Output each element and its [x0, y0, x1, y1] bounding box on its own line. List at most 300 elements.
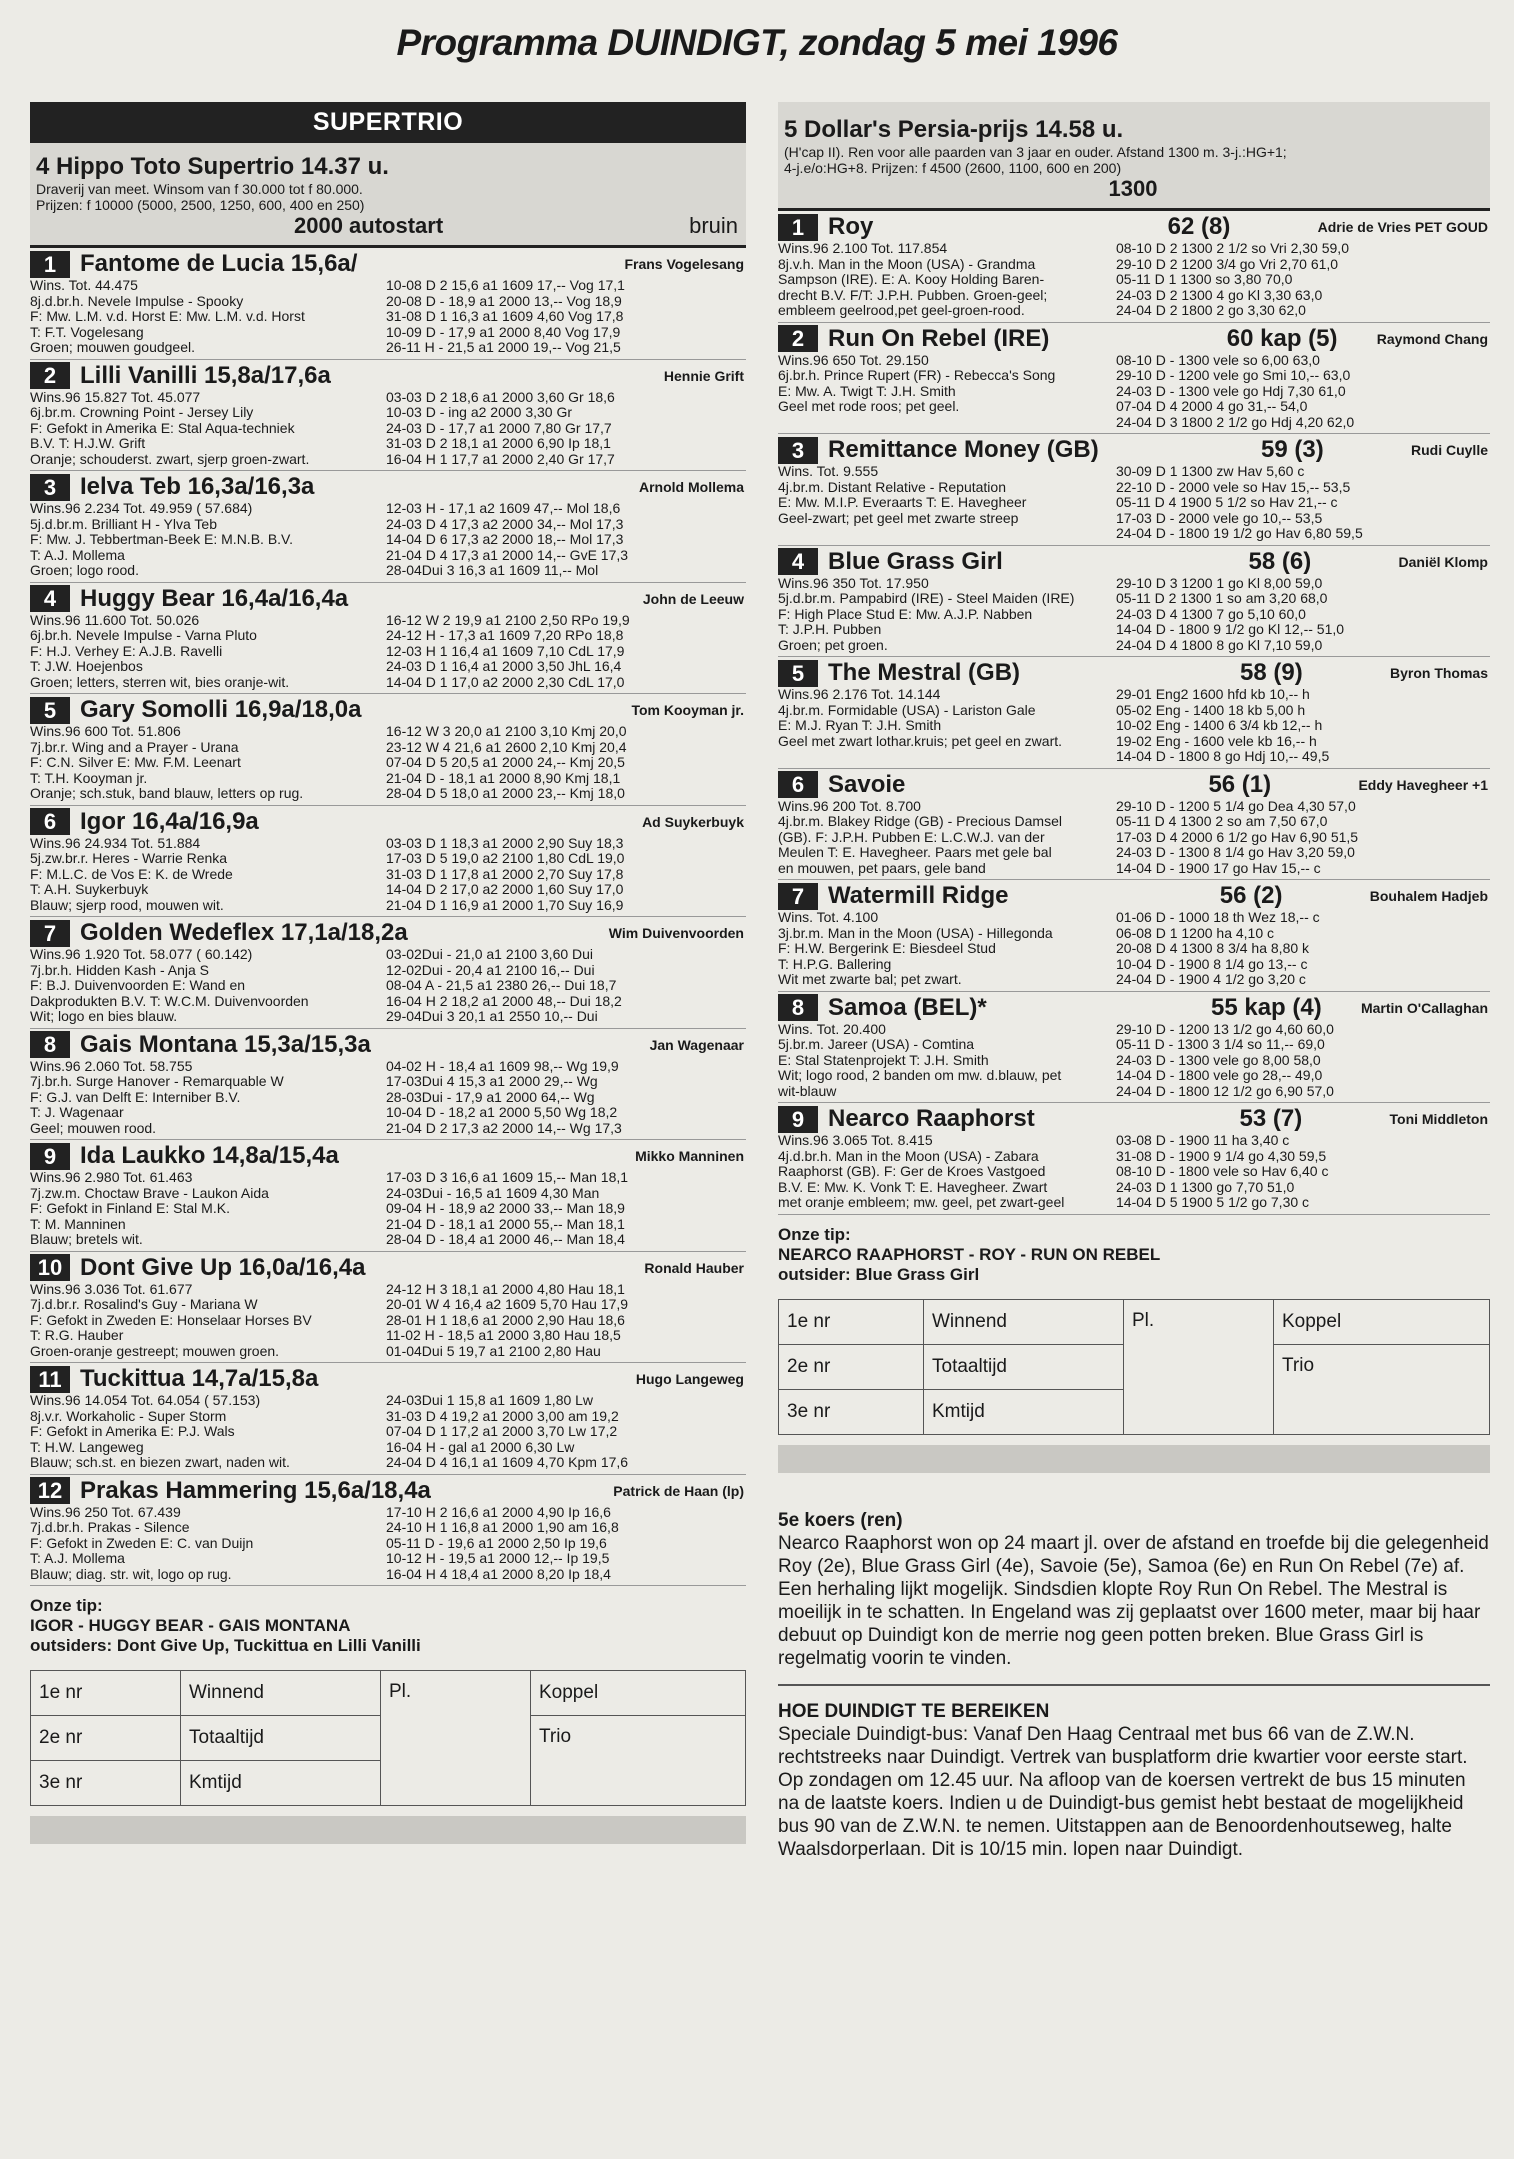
performance-row: 16-12 W 2 19,9 a1 2100 2,50 RPo 19,9 — [386, 611, 630, 628]
horse-name: Prakas Hammering 15,6a/18,4a — [80, 1476, 431, 1504]
performance-row: 29-10 D 2 1200 3/4 go Vri 2,70 61,0 — [1116, 255, 1339, 272]
performance-row: 24-04 D 2 1800 2 go 3,30 62,0 — [1116, 302, 1306, 318]
bet-field[interactable]: Trio — [531, 1716, 746, 1806]
tip-block — [30, 1596, 746, 1656]
horse-info-line: F: Gefokt in Finland E: Stal M.K. — [30, 1200, 230, 1216]
performance-row: 24-03Dui 1 15,8 a1 1609 1,80 Lw — [386, 1392, 594, 1408]
tip-block — [778, 1225, 1490, 1285]
performance-row: 24-04 D - 1800 19 1/2 go Hav 6,80 59,5 — [1116, 525, 1363, 541]
horse-rating: 58 (9) — [1239, 659, 1303, 686]
horse-info-line: F: C.N. Silver E: Mw. F.M. Leenart — [30, 754, 241, 770]
horse-number: 7 — [30, 920, 70, 947]
horse-entry — [30, 248, 746, 360]
horse-entry — [30, 583, 746, 695]
bet-field[interactable]: Kmtijd — [181, 1761, 381, 1806]
jockey-name: Daniël Klomp — [1398, 553, 1488, 570]
horse-number: 3 — [30, 474, 70, 501]
performance-row: 14-04 D 1 17,0 a2 2000 2,30 CdL 17,0 — [386, 673, 625, 690]
performance-row: 14-04 D 5 1900 5 1/2 go 7,30 c — [1116, 1194, 1310, 1210]
horse-info — [30, 1505, 386, 1583]
performance-row: 14-04 D 6 17,3 a2 2000 18,-- Mol 17,3 — [386, 531, 624, 547]
horse-info-line: Oranje; schouderst. zwart, sjerp groen-zwart. — [30, 450, 310, 467]
performance-row: 20-08 D 4 1300 8 3/4 ha 8,80 k — [1116, 940, 1310, 956]
performance-row: 21-04 D - 18,1 a1 2000 8,90 Kmj 18,1 — [386, 769, 621, 786]
horse-info-line: T: J.P.H. Pubben — [778, 621, 882, 637]
performance-row: 16-04 H 2 18,2 a1 2000 48,-- Dui 18,2 — [386, 992, 622, 1009]
horse-info — [30, 947, 386, 1025]
horse-info — [778, 1022, 1116, 1100]
horse-info-line: E: Mw. A. Twigt T: J.H. Smith — [778, 382, 956, 399]
horse-info-line: Wins. Tot. 20.400 — [778, 1020, 886, 1037]
performance-row: 05-11 D - 19,6 a1 2000 2,50 Ip 19,6 — [386, 1534, 607, 1551]
horse-number: 5 — [778, 660, 818, 687]
right-column — [778, 102, 1490, 1861]
race-distance: 2000 autostart — [294, 213, 444, 238]
horse-info — [30, 390, 386, 468]
horse-info-line: F: Gefokt in Amerika E: Stal Aqua-techniek — [30, 419, 295, 436]
horse-info-line: Wins.96 14.054 Tot. 64.054 ( 57.153) — [30, 1392, 261, 1408]
race-conditions-line: (H'cap II). Ren voor alle paarden van 3 jaar en ouder. Afstand 1300 m. 3-j.:HG+1; — [784, 144, 1287, 160]
performance-table — [386, 1282, 628, 1360]
horse-info-line: T: R.G. Hauber — [30, 1327, 124, 1343]
horse-info-line: F: Gefokt in Amerika E: P.J. Wals — [30, 1423, 235, 1439]
horse-name: Nearco Raaphorst — [828, 1105, 1035, 1132]
jockey-name: Raymond Chang — [1376, 330, 1488, 347]
horse-info-line: F: H.J. Verhey E: A.J.B. Ravelli — [30, 642, 223, 659]
jockey-name: Toni Middleton — [1389, 1111, 1488, 1127]
horse-info-line: Geel; mouwen rood. — [30, 1119, 157, 1136]
performance-row: 08-10 D 2 1300 2 1/2 so Vri 2,30 59,0 — [1116, 240, 1349, 256]
bet-label: 1e nr — [31, 1671, 181, 1716]
horse-info-line: 5j.d.br.m. Brilliant H - Ylva Teb — [30, 515, 218, 532]
horse-info — [30, 1059, 386, 1137]
horse-info-line: F: Mw. J. Tebbertman-Beek E: M.N.B. B.V. — [30, 531, 293, 547]
horse-entry — [778, 657, 1490, 769]
horse-info — [30, 1282, 386, 1360]
jockey-name: Ronald Hauber — [644, 1259, 744, 1276]
horse-info-line: 7j.d.br.h. Prakas - Silence — [30, 1519, 190, 1535]
performance-row: 08-10 D - 1300 vele so 6,00 63,0 — [1116, 351, 1320, 368]
bet-field[interactable]: Winnend — [924, 1299, 1124, 1344]
performance-row: 29-10 D 3 1200 1 go Kl 8,00 59,0 — [1116, 574, 1323, 591]
horse-info-line: T: F.T. Vogelesang — [30, 323, 144, 340]
horse-name: Savoie — [828, 770, 906, 798]
jockey-name: Arnold Mollema — [638, 479, 744, 495]
race-title: 5 Dollar's Persia-prijs 14.58 u. — [784, 116, 1124, 143]
performance-row: 30-09 D 1 1300 zw Hav 5,60 c — [1116, 463, 1305, 479]
race-conditions-line: 4-j.e/o:HG+8. Prijzen: f 4500 (2600, 1100, 600 en 200) — [784, 160, 1122, 176]
horse-info-line: Oranje; sch.stuk, band blauw, letters op rug. — [30, 785, 304, 801]
performance-row: 24-03 D 4 1300 7 go 5,10 60,0 — [1116, 605, 1306, 622]
performance-row: 28-03Dui - 17,9 a1 2000 64,-- Wg — [386, 1088, 595, 1105]
horse-entry — [778, 434, 1490, 546]
horse-info-line: 6j.br.h. Nevele Impulse - Varna Pluto — [30, 627, 257, 643]
directions — [778, 1700, 1490, 1861]
performance-row: 05-11 D 4 1300 2 so am 7,50 67,0 — [1116, 813, 1328, 829]
performance-row: 05-02 Eng - 1400 18 kb 5,00 h — [1116, 701, 1306, 718]
performance-row: 29-01 Eng2 1600 hfd kb 10,-- h — [1116, 686, 1310, 702]
jockey-name: Frans Vogelesang — [624, 256, 744, 272]
horse-info-line: Wins.96 11.600 Tot. 50.026 — [30, 611, 200, 628]
horse-name: Run On Rebel (IRE) — [828, 324, 1050, 352]
performance-row: 16-04 H - gal a1 2000 6,30 Lw — [386, 1438, 575, 1455]
jockey-name: Patrick de Haan (lp) — [613, 1482, 744, 1499]
horse-name: Gary Somolli 16,9a/18,0a — [80, 696, 362, 723]
article-heading: HOE DUINDIGT TE BEREIKEN — [778, 1700, 1050, 1722]
horse-info-line: 4j.br.m. Blakey Ridge (GB) - Precious Damsel — [778, 813, 1062, 829]
performance-row: 31-03 D 1 17,8 a1 2000 2,70 Suy 17,8 — [386, 865, 624, 882]
performance-table — [1116, 799, 1358, 877]
performance-row: 14-04 D - 1800 8 go Hdj 10,-- 49,5 — [1116, 748, 1330, 764]
jockey-name: John de Leeuw — [642, 590, 744, 607]
horse-info-line: Geel-zwart; pet geel met zwarte streep — [778, 509, 1019, 526]
performance-row: 14-04 D - 1900 17 go Hav 15,-- c — [1116, 859, 1321, 876]
horse-rating: 55 kap (4) — [1210, 993, 1322, 1021]
horse-name: Watermill Ridge — [828, 882, 1009, 909]
performance-row: 11-02 H - 18,5 a1 2000 3,80 Hau 18,5 — [386, 1327, 621, 1343]
horse-info-line: E: Mw. M.I.P. Everaarts T: E. Havegheer — [778, 494, 1027, 510]
performance-table — [1116, 687, 1329, 765]
horse-info-line: F: H.W. Bergerink E: Biesdeel Stud — [778, 940, 996, 956]
horse-name: Ida Laukko 14,8a/15,4a — [80, 1142, 339, 1169]
horse-info-line: Wins.96 1.920 Tot. 58.077 ( 60.142) — [30, 946, 253, 962]
horse-name: Tuckittua 14,7a/15,8a — [80, 1365, 319, 1392]
horse-info-line: 4j.br.m. Formidable (USA) - Lariston Gale — [778, 701, 1036, 718]
performance-row: 08-04 A - 21,5 a1 2380 26,-- Dui 18,7 — [386, 977, 617, 993]
horse-number: 9 — [30, 1143, 70, 1170]
horse-info-line: met oranje embleem; mw. geel, pet zwart-geel — [778, 1194, 1065, 1210]
performance-table — [386, 1170, 628, 1248]
performance-table — [386, 836, 624, 914]
jockey-name: Bouhalem Hadjeb — [1369, 888, 1488, 904]
horse-number: 4 — [778, 548, 818, 575]
horse-info-line: Wins.96 3.036 Tot. 61.677 — [30, 1280, 193, 1297]
horse-info-line: Wins.96 600 Tot. 51.806 — [30, 723, 181, 739]
performance-row: 28-01 H 1 18,6 a1 2000 2,90 Hau 18,6 — [386, 1311, 625, 1328]
performance-row: 16-12 W 3 20,0 a1 2100 3,10 Kmj 20,0 — [386, 723, 627, 739]
performance-row: 16-04 H 1 17,7 a1 2000 2,40 Gr 17,7 — [386, 450, 615, 467]
performance-table — [386, 278, 625, 356]
horse-number: 12 — [30, 1477, 70, 1504]
horse-info — [778, 1133, 1116, 1211]
horse-info-line: Wins.96 200 Tot. 8.700 — [778, 797, 921, 814]
article-divider — [778, 1684, 1490, 1686]
performance-row: 03-03 D 1 18,3 a1 2000 2,90 Suy 18,3 — [386, 834, 624, 851]
bet-field[interactable]: Trio — [1274, 1344, 1490, 1434]
horse-info-line: E: M.J. Ryan T: J.H. Smith — [778, 717, 942, 733]
article-body: Speciale Duindigt-bus: Vanaf Den Haag Centraal met bus 66 van de Z.W.N. rechtstreeks naar Duindigt. Vertrek van busplatform drie kwartier voor eerste start. Op zondagen om 12.45 uur. Na afloop van de koersen vertrekt de bus 15 minuten na de laatste koers. Indien u de Duindigt-bus gemist hebt bestaat de mogelijkheid bus 90 van de Z.W.N. te nemen. Uitstappen aan de Benoordenhoutseweg, halte Waalsdorperlaan. Dit is 10/15 min. lopen naar Duindigt. — [778, 1723, 1468, 1860]
performance-row: 14-04 D - 1800 vele go 28,-- 49,0 — [1116, 1067, 1323, 1083]
performance-row: 17-03 D 3 16,6 a1 1609 15,-- Man 18,1 — [386, 1169, 629, 1185]
horse-name: Golden Wedeflex 17,1a/18,2a — [80, 919, 408, 946]
performance-row: 20-01 W 4 16,4 a2 1609 5,70 Hau 17,9 — [386, 1296, 629, 1312]
horse-info-line: drecht B.V. F/T: J.P.H. Pubben. Groen-geel; — [778, 286, 1048, 303]
performance-row: 17-03 D - 2000 vele go 10,-- 53,5 — [1116, 509, 1323, 526]
performance-row: 28-04 D - 18,4 a1 2000 46,-- Man 18,4 — [386, 1231, 625, 1247]
tip-main: IGOR - HUGGY BEAR - GAIS MONTANA — [30, 1616, 351, 1635]
horse-entry — [778, 1103, 1490, 1215]
bet-field[interactable]: Koppel — [531, 1671, 746, 1716]
performance-row: 05-11 D 2 1300 1 so am 3,20 68,0 — [1116, 590, 1328, 606]
horse-rating: 58 (6) — [1248, 547, 1312, 575]
horse-info — [778, 687, 1116, 765]
horse-info-line: Wins.96 3.065 Tot. 8.415 — [778, 1132, 933, 1148]
horse-number: 1 — [30, 251, 70, 278]
horse-info — [778, 241, 1116, 319]
horse-info-line: B.V. E: Mw. K. Vonk T: E. Havegheer. Zwart — [778, 1178, 1048, 1195]
performance-row: 28-04 D 5 18,0 a1 2000 23,-- Kmj 18,0 — [386, 785, 625, 801]
performance-table — [1116, 353, 1354, 431]
horse-info-line: F: G.J. van Delft E: Interniber B.V. — [30, 1088, 241, 1105]
performance-row: 01-04Dui 5 19,7 a1 2100 2,80 Hau — [386, 1342, 601, 1359]
performance-row: 17-03 D 4 2000 6 1/2 go Hav 6,90 51,5 — [1116, 828, 1359, 845]
horse-info-line: T: J.W. Hoejenbos — [30, 658, 143, 674]
horse-info-line: Blauw; bretels wit. — [30, 1231, 143, 1247]
horse-info-line: Wins.96 2.100 Tot. 117.854 — [778, 240, 948, 256]
horse-name: Ielva Teb 16,3a/16,3a — [80, 473, 315, 500]
horse-info-line: en mouwen, pet paars, gele band — [778, 859, 986, 876]
horse-info-line: B.V. T: H.J.W. Grift — [30, 435, 146, 451]
performance-row: 12-03 H 1 16,4 a1 1609 7,10 CdL 17,9 — [386, 642, 625, 659]
performance-row: 07-04 D 4 2000 4 go 31,-- 54,0 — [1116, 398, 1308, 414]
performance-row: 21-04 D 1 16,9 a1 2000 1,70 Suy 16,9 — [386, 896, 624, 913]
performance-table — [1116, 464, 1363, 542]
bet-field[interactable]: Kmtijd — [924, 1389, 1124, 1434]
horse-info-line: F: High Place Stud E: Mw. A.J.P. Nabben — [778, 605, 1033, 622]
horse-name: Igor 16,4a/16,9a — [80, 807, 259, 835]
performance-row: 17-03 D 5 19,0 a2 2100 1,80 CdL 19,0 — [386, 850, 625, 866]
horse-info — [30, 836, 386, 914]
bet-label: 3e nr — [779, 1389, 924, 1434]
performance-table — [1116, 576, 1344, 654]
horse-number: 4 — [30, 585, 70, 612]
horse-number: 6 — [778, 771, 818, 798]
horse-number: 6 — [30, 808, 70, 835]
horse-info — [30, 278, 386, 356]
horse-info — [778, 799, 1116, 877]
horse-entry — [778, 992, 1490, 1104]
horse-name: Roy — [828, 213, 874, 240]
race-distance: 1300 — [1108, 176, 1158, 201]
horse-rating: 59 (3) — [1260, 436, 1324, 463]
race-title: 4 Hippo Toto Supertrio 14.37 u. — [36, 153, 389, 180]
horse-info-line: 8j.v.h. Man in the Moon (USA) - Grandma — [778, 255, 1036, 272]
horse-info-line: T: H.P.G. Ballering — [778, 955, 892, 972]
jockey-name: Ad Suykerbuyk — [642, 813, 744, 830]
bet-field[interactable]: Pl. — [381, 1671, 531, 1806]
bet-label: 3e nr — [31, 1761, 181, 1806]
horse-info-line: 7j.br.h. Hidden Kash - Anja S — [30, 961, 209, 978]
performance-row: 24-03 D 2 1300 4 go Kl 3,30 63,0 — [1116, 286, 1323, 303]
horse-info-line: Wit met zwarte bal; pet zwart. — [778, 971, 962, 987]
horse-info-line: 8j.d.br.h. Nevele Impulse - Spooky — [30, 292, 244, 309]
jockey-name: Tom Kooyman jr. — [631, 702, 744, 718]
performance-row: 14-04 D 2 17,0 a2 2000 1,60 Suy 17,0 — [386, 881, 624, 897]
horse-entry — [30, 360, 746, 472]
horse-info-line: Wins.96 2.060 Tot. 58.755 — [30, 1057, 193, 1074]
bet-field[interactable]: Totaaltijd — [924, 1344, 1124, 1389]
performance-table — [386, 390, 615, 468]
horse-entry — [778, 880, 1490, 992]
bet-label: 2e nr — [779, 1344, 924, 1389]
horse-info-line: Wins.96 250 Tot. 67.439 — [30, 1503, 181, 1520]
horse-info-line: Wins.96 350 Tot. 17.950 — [778, 574, 929, 591]
performance-row: 24-03 D 1 16,4 a1 2000 3,50 JhL 16,4 — [386, 658, 622, 674]
performance-row: 24-03 D - 1300 vele go Hdj 7,30 61,0 — [1116, 382, 1346, 399]
horse-number: 3 — [778, 437, 818, 464]
race-ground: bruin — [689, 213, 738, 238]
performance-row: 03-03 D 2 18,6 a1 2000 3,60 Gr 18,6 — [386, 388, 615, 405]
horse-info-line: 7j.zw.m. Choctaw Brave - Laukon Aida — [30, 1184, 269, 1201]
horse-rating: 56 (1) — [1208, 770, 1272, 798]
performance-row: 10-09 D - 17,9 a1 2000 8,40 Vog 17,9 — [386, 323, 621, 340]
horse-info-line: Sampson (IRE). E: A. Kooy Holding Baren- — [778, 271, 1045, 287]
performance-row: 24-04 D 4 1800 8 go Kl 7,10 59,0 — [1116, 636, 1323, 653]
horse-info-line: 6j.br.h. Prince Rupert (FR) - Rebecca's Song — [778, 367, 1056, 383]
performance-row: 24-03 D - 1300 8 1/4 go Hav 3,20 59,0 — [1116, 844, 1355, 860]
performance-row: 29-10 D - 1200 vele go Smi 10,-- 63,0 — [1116, 367, 1351, 383]
tip-outsiders: outsiders: Dont Give Up, Tuckittua en Lilli Vanilli — [30, 1636, 421, 1655]
race-conditions-line: Draverij van meet. Winsom van f 30.000 tot f 80.000. — [36, 181, 363, 197]
race-4-header — [30, 143, 746, 248]
performance-row: 24-04 D 3 1800 2 1/2 go Hdj 4,20 62,0 — [1116, 413, 1355, 430]
performance-row: 24-03 D 1 1300 go 7,70 51,0 — [1116, 1178, 1295, 1195]
performance-row: 17-10 H 2 16,6 a1 2000 4,90 Ip 16,6 — [386, 1503, 611, 1520]
horse-info-line: Wins.96 24.934 Tot. 51.884 — [30, 834, 201, 851]
horse-name: Samoa (BEL)* — [828, 993, 987, 1021]
page-title: Programma DUINDIGT, zondag 5 mei 1996 — [396, 22, 1118, 63]
jockey-name: Eddy Havegheer +1 — [1358, 776, 1488, 793]
jockey-name: Byron Thomas — [1389, 665, 1488, 681]
horse-entry — [30, 1252, 746, 1364]
horse-info-line: Groen; letters, sterren wit, bies oranje-wit. — [30, 673, 290, 690]
horse-info — [30, 613, 386, 691]
performance-row: 10-02 Eng - 1400 6 3/4 kb 12,-- h — [1116, 717, 1323, 733]
horse-number: 2 — [30, 362, 70, 389]
race-commentary — [778, 1509, 1490, 1670]
performance-row: 20-08 D - 18,9 a1 2000 13,-- Vog 18,9 — [386, 292, 622, 309]
performance-row: 31-03 D 4 19,2 a1 2000 3,00 am 19,2 — [386, 1407, 619, 1424]
performance-row: 28-04Dui 3 16,3 a1 1609 11,-- Mol — [386, 562, 599, 578]
horse-info — [778, 464, 1116, 542]
performance-table — [386, 613, 630, 691]
performance-row: 29-10 D - 1200 5 1/4 go Dea 4,30 57,0 — [1116, 797, 1356, 814]
horse-entry — [778, 211, 1490, 323]
bet-field[interactable]: Pl. — [1124, 1299, 1274, 1434]
jockey-name: Wim Duivenvoorden — [608, 925, 744, 941]
horse-info-line: embleem geelrood,pet geel-groen-rood. — [778, 302, 1025, 318]
performance-table — [1116, 1022, 1334, 1100]
horse-entry — [30, 1475, 746, 1587]
horse-info — [30, 1170, 386, 1248]
performance-row: 21-04 D 4 17,3 a1 2000 14,-- GvE 17,3 — [386, 546, 629, 563]
performance-row: 05-11 D - 1300 3 1/4 so 11,-- 69,0 — [1116, 1036, 1325, 1052]
horse-info-line: E: Stal Statenprojekt T: J.H. Smith — [778, 1051, 989, 1068]
horse-number: 1 — [778, 214, 818, 241]
performance-row: 10-08 D 2 15,6 a1 1609 17,-- Vog 17,1 — [386, 277, 625, 293]
race-5-header — [778, 102, 1490, 211]
divider-bar — [778, 1445, 1490, 1473]
performance-row: 24-03 D - 1300 vele go 8,00 58,0 — [1116, 1051, 1321, 1068]
horse-info-line: 4j.d.br.h. Man in the Moon (USA) - Zabara — [778, 1147, 1039, 1164]
horse-info-line: Wit; logo rood, 2 banden om mw. d.blauw, pet — [778, 1067, 1062, 1083]
horse-info-line: Wins. Tot. 4.100 — [778, 909, 879, 925]
horse-entry — [30, 1363, 746, 1475]
horse-rating: 53 (7) — [1239, 1105, 1303, 1132]
bet-field[interactable]: Koppel — [1274, 1299, 1490, 1344]
race-conditions-line: Prijzen: f 10000 (5000, 2500, 1250, 600, 400 en 250) — [36, 197, 365, 213]
performance-row: 14-04 D - 1800 9 1/2 go Kl 12,-- 51,0 — [1116, 621, 1345, 637]
performance-table — [386, 724, 627, 802]
horse-info-line: wit-blauw — [778, 1082, 837, 1099]
horse-rating: 56 (2) — [1219, 882, 1283, 909]
left-horse-list — [30, 248, 746, 1586]
article-body: Nearco Raaphorst won op 24 maart jl. over de afstand en troefde bij die gelegenheid Roy (2e), Blue Grass Girl (4e), Savoie (5e), Samoa (6e) en Run On Rebel (7e) af. Een herhaling lijkt mogelijk. Sindsdien klopte Roy Run On Rebel. The Mestral is moeilijk in te schatten. In Engeland was zij geplaatst over 1600 meter, maar bij haar debuut op Duindigt kon de merrie nog geen potten breken. Blue Grass Girl is regelmatig voorin te vinden. — [778, 1532, 1489, 1669]
horse-info-line: 7j.br.r. Wing and a Prayer - Urana — [30, 738, 239, 755]
performance-row: 08-10 D - 1800 vele so Hav 6,40 c — [1116, 1163, 1329, 1179]
performance-row: 19-02 Eng - 1600 vele kb 16,-- h — [1116, 732, 1317, 749]
horse-info-line: Raaphorst (GB). F: Ger de Kroes Vastgoed — [778, 1163, 1046, 1179]
horse-info-line: Wins.96 15.827 Tot. 45.077 — [30, 388, 201, 405]
horse-name: Blue Grass Girl — [828, 547, 1003, 575]
horse-name: Remittance Money (GB) — [828, 436, 1099, 463]
horse-info-line: Blauw; sjerp rood, mouwen wit. — [30, 896, 224, 913]
performance-row: 04-02 H - 18,4 a1 1609 98,-- Wg 19,9 — [386, 1057, 619, 1074]
horse-info — [778, 910, 1116, 988]
horse-entry — [778, 323, 1490, 435]
bet-field[interactable]: Totaaltijd — [181, 1716, 381, 1761]
performance-row: 03-08 D - 1900 11 ha 3,40 c — [1116, 1132, 1290, 1148]
performance-row: 24-04 D 4 16,1 a1 1609 4,70 Kpm 17,6 — [386, 1454, 629, 1470]
right-horse-list — [778, 211, 1490, 1215]
performance-row: 17-03Dui 4 15,3 a1 2000 29,-- Wg — [386, 1073, 598, 1089]
bet-label: 2e nr — [31, 1716, 181, 1761]
tip-label: Onze tip: — [778, 1224, 851, 1244]
horse-info-line: Wins. Tot. 9.555 — [778, 463, 879, 479]
horse-info-line: T: A.H. Suykerbuyk — [30, 881, 149, 897]
bet-label: 1e nr — [779, 1299, 924, 1344]
tip-main: NEARCO RAAPHORST - ROY - RUN ON REBEL — [778, 1244, 1161, 1264]
horse-info-line: Geel met zwart lothar.kruis; pet geel en zwart. — [778, 732, 1063, 749]
performance-row: 10-04 D - 18,2 a1 2000 5,50 Wg 18,2 — [386, 1104, 618, 1120]
horse-number: 9 — [778, 1106, 818, 1133]
horse-info-line: Wins.96 2.980 Tot. 61.463 — [30, 1169, 193, 1185]
horse-info-line: Wins. Tot. 44.475 — [30, 277, 138, 293]
horse-info — [778, 576, 1116, 654]
horse-entry — [778, 546, 1490, 658]
horse-rating: 60 kap (5) — [1226, 324, 1338, 352]
horse-entry — [30, 1140, 746, 1252]
horse-number: 10 — [30, 1254, 70, 1281]
horse-info-line: 3j.br.m. Man in the Moon (USA) - Hillegonda — [778, 924, 1053, 941]
performance-row: 29-10 D - 1200 13 1/2 go 4,60 60,0 — [1116, 1020, 1334, 1037]
horse-number: 7 — [778, 883, 818, 910]
performance-row: 24-04 D - 1900 4 1/2 go 3,20 c — [1116, 971, 1306, 987]
performance-row: 21-04 D - 18,1 a1 2000 55,-- Man 18,1 — [386, 1215, 625, 1232]
horse-info-line: T: A.J. Mollema — [30, 1550, 125, 1566]
performance-row: 26-11 H - 21,5 a1 2000 19,-- Vog 21,5 — [386, 339, 621, 355]
bet-table — [778, 1299, 1490, 1435]
bet-field[interactable]: Winnend — [181, 1671, 381, 1716]
performance-row: 24-04 D - 1800 12 1/2 go 6,90 57,0 — [1116, 1082, 1334, 1099]
jockey-name: Adrie de Vries PET GOUD — [1317, 219, 1488, 235]
horse-number: 8 — [778, 994, 818, 1021]
horse-info-line: F: Mw. L.M. v.d. Horst E: Mw. L.M. v.d. Horst — [30, 308, 305, 324]
performance-row: 29-04Dui 3 20,1 a1 2550 10,-- Dui — [386, 1008, 598, 1024]
performance-row: 05-11 D 4 1900 5 1/2 so Hav 21,-- c — [1116, 494, 1338, 510]
horse-info-line: Blauw; diag. str. wit, logo op rug. — [30, 1565, 232, 1582]
horse-info-line: F: Gefokt in Zweden E: Honselaar Horses BV — [30, 1311, 312, 1328]
